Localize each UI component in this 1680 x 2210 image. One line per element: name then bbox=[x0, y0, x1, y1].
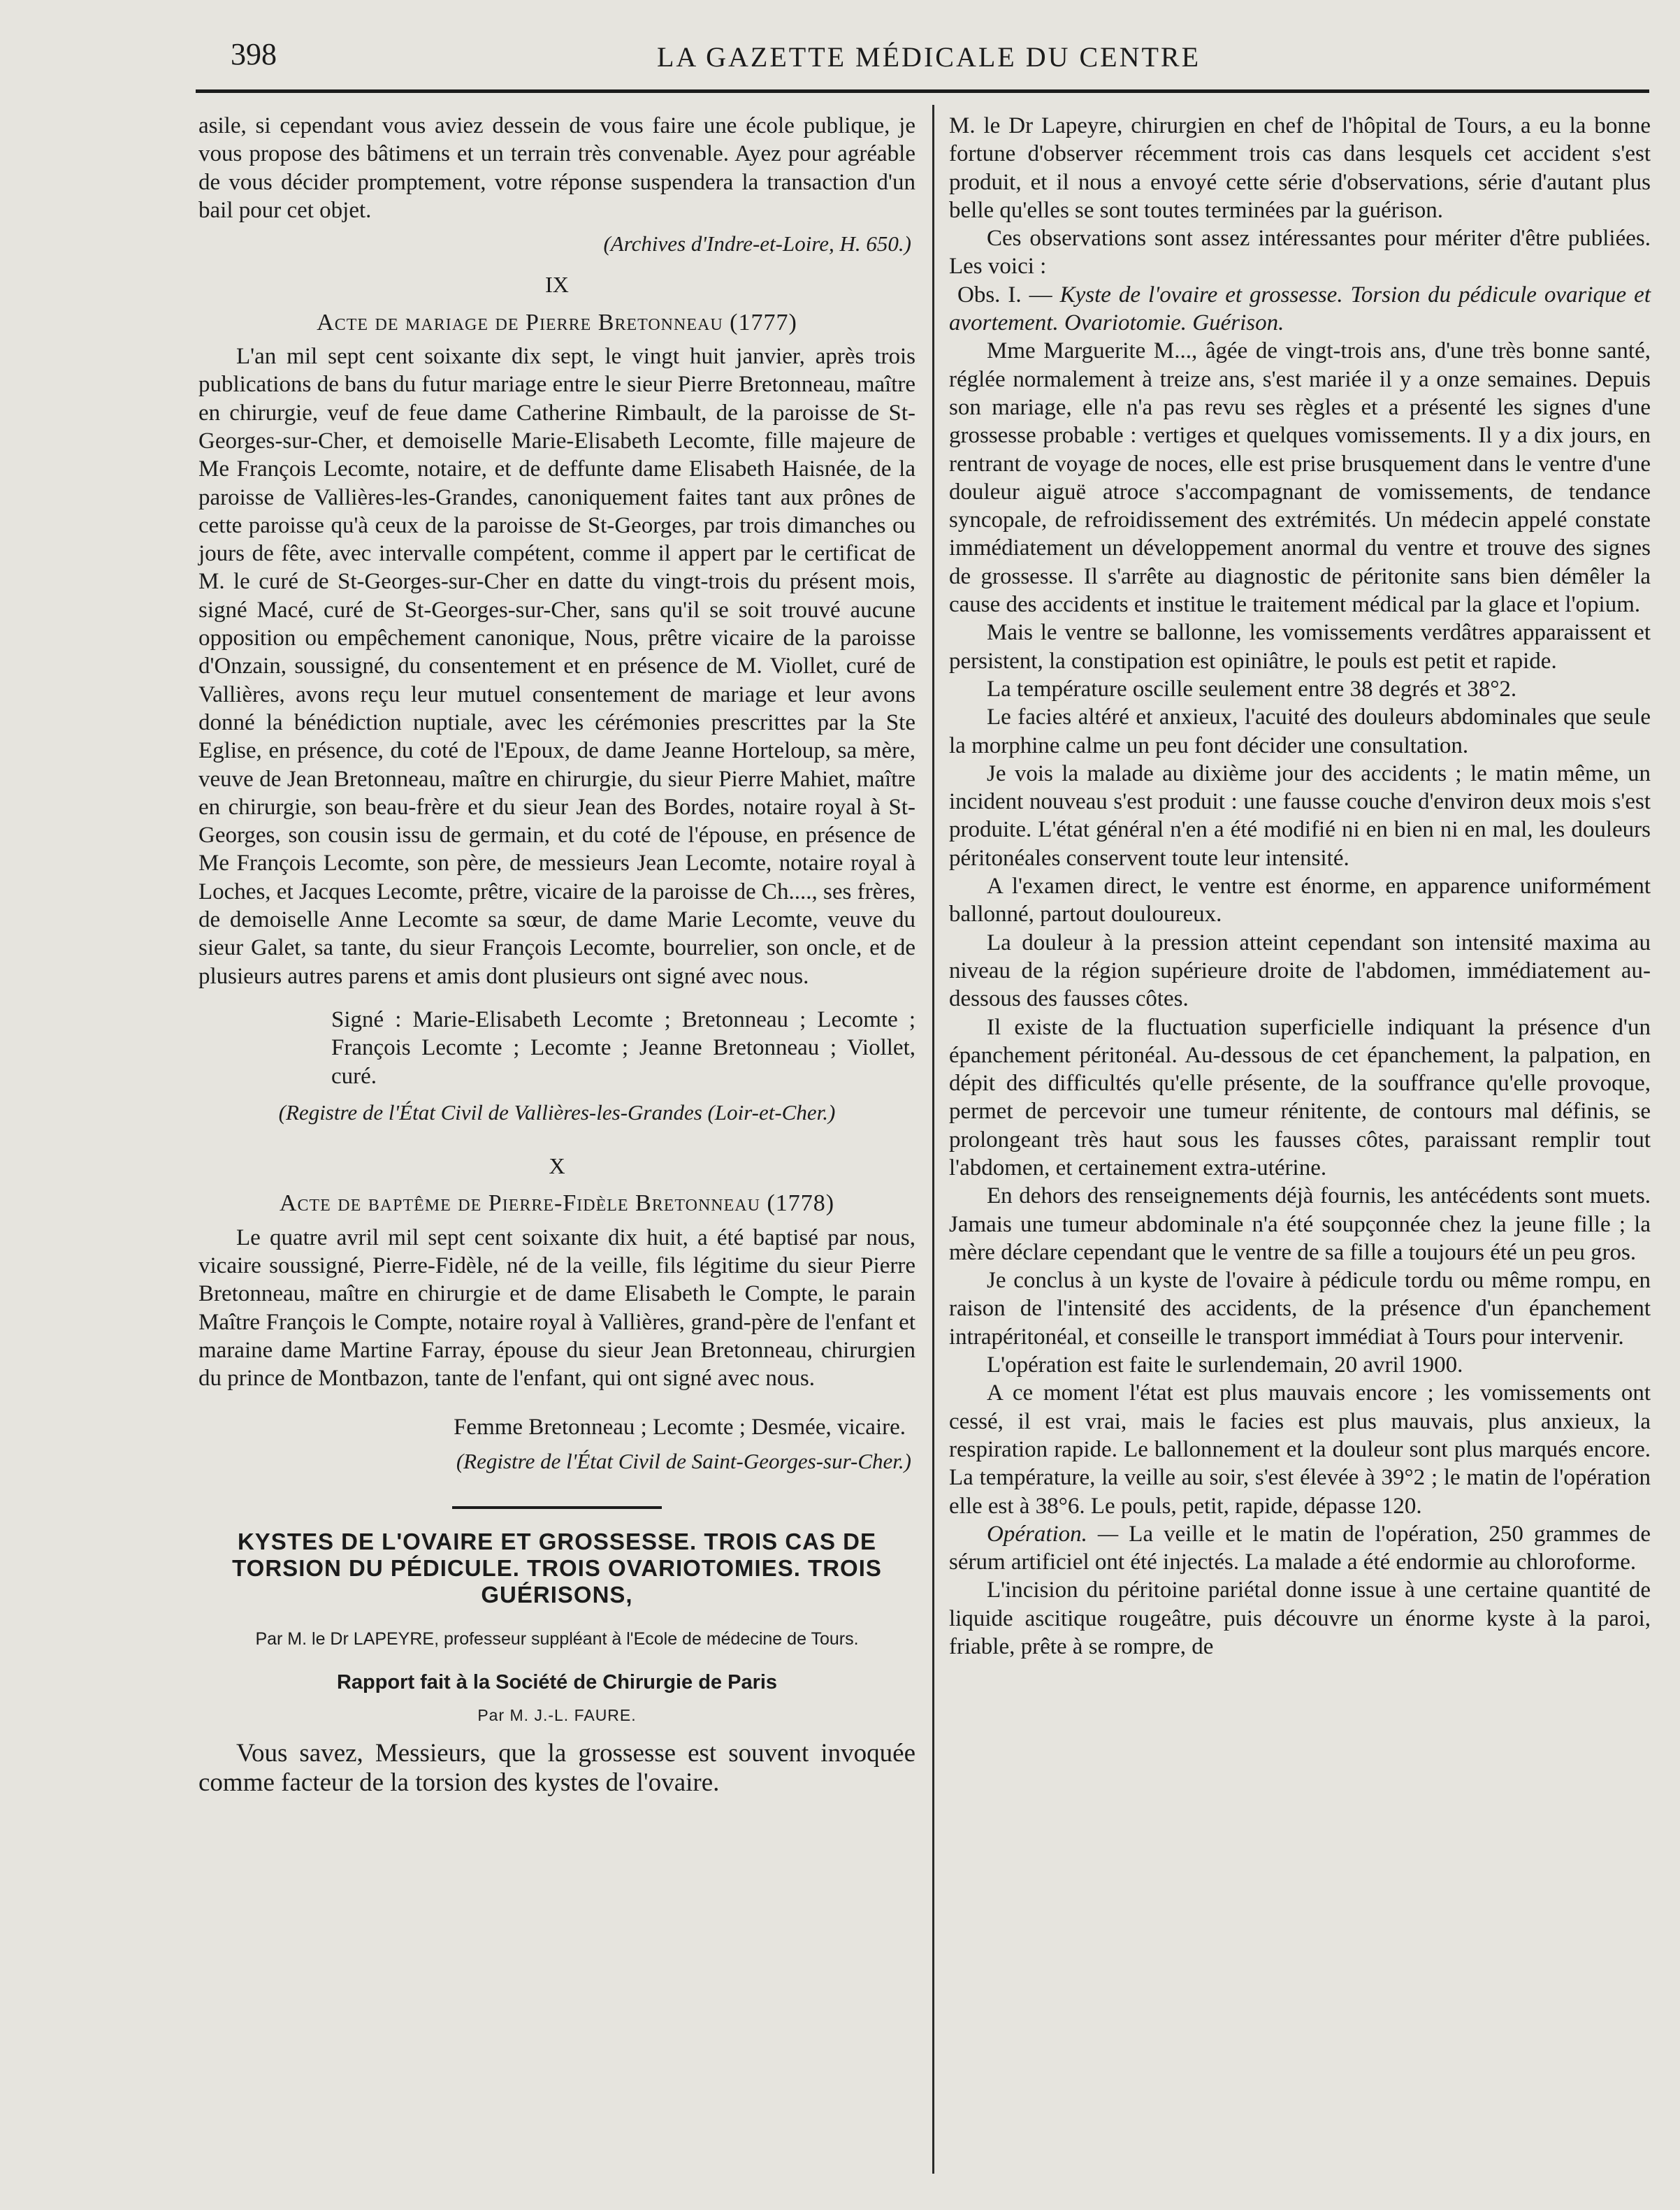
heading-acte-bapteme: Acte de baptême de Pierre-Fidèle Bretonneau (1778) bbox=[279, 1190, 835, 1217]
paragraph-mariage: L'an mil sept cent soixante dix sept, le vingt huit janvier, après trois publications de bans du futur mariage entre le sieur Pierre Bretonneau, maître en chirurgie, veuf de feue dame Catherine Rimbault, de la paroisse de St-Georges-sur-Cher, et demoiselle Marie-Elisabeth Lecomte, fille majeure de Me François Lecomte, notaire, et de deffunte dame Elisabeth Haisnée, de la paroisse de Vallières-les-Grandes, canoniquement faites tant aux prônes de cette paroisse qu'à ceux de la paroisse de St-Georges, par trois dimanches ou jours de fête, avec intervalle compétent, comme il appert par le certificat de M. le curé de St-Georges-sur-Cher en datte du vingt-trois du présent mois, signé Macé, curé de St-Georges-sur-Cher, sans qu'il se soit trouvé aucune opposition ou empêchement canonique, Nous, prêtre vicaire de la paroisse d'Onzain, soussigné, du consentement et en présence de M. Viollet, curé de Vallières, avons reçu leur mutuel consentement de mariage et leur avons donné la bénédiction nuptiale, avec les cérémonies prescrittes par la Ste Eglise, en présence, du coté de l'Epoux, de dame Jeanne Horteloup, sa mère, veuve de Jean Bretonneau, maître en chirurgie, du sieur Pierre Mahiet, maître en chirurgie, son beau-frère et du sieur Jean des Bordes, notaire royal à St-Georges, son cousin issu de germain, et du coté de l'épouse, en présence de Me François Lecomte, son père, de messieurs Jean Lecomte, notaire royal à Loches, et Jacques Lecomte, prêtre, vicaire de la paroisse de Ch...., ses frères, de demoiselle Anne Lecomte sa sœur, de dame Marie Lecomte, veuve du sieur Galet, sa tante, du sieur François Lecomte, bourrelier, son oncle, et de plusieurs autres parens et amis dont plusieurs ont signé avec nous. bbox=[198, 344, 915, 989]
author-lapeyre: Par M. le Dr LAPEYRE, professeur suppléant à l'Ecole de médecine de Tours. bbox=[255, 1629, 859, 1649]
operation-label: Opération. — bbox=[987, 1521, 1119, 1547]
paragraph-examen: A l'examen direct, le ventre est énorme, en apparence uniformément ballonné, partout douloureux. bbox=[949, 874, 1651, 927]
author-faure: Par M. J.-L. FAURE. bbox=[477, 1705, 637, 1724]
page-number: 398 bbox=[231, 37, 277, 71]
paragraph-bapteme: Le quatre avril mil sept cent soixante dix huit, a été baptisé par nous, vicaire soussigné, Pierre-Fidèle, né de la veille, fils légitime du sieur Pierre Bretonneau, maître en chirurgie et de dame Elisabeth le Compte, le parain Maître François le Compte, notaire royal à Vallières, grand-père de l'enfant et maraine dame Martine Farray, épouse du sieur Jean Bretonneau, chirurgien du prince de Montbazon, tante de l'enfant, qui ont signé avec nous. bbox=[198, 1225, 915, 1392]
paragraph-marguerite: Mme Marguerite M..., âgée de vingt-trois ans, d'une très bonne santé, réglée normalement à treize ans, s'est mariée il y a onze semaines. Depuis son mariage, elle n'a pas revu ses règles et a présenté les signes d'une grossesse probable : vertiges et quelques vomissements. Il y a dix jours, en rentrant de voyage de noces, elle est prise brusquement dans le ventre d'une douleur aiguë atroce s'accompagnant de vomissements, de tendance syncopale, de refroidissement des extrémités. Un médecin appelé constate immédiatement un développement anormal du ventre et trouve des signes de grossesse. Il s'arrête au diagnostic de péritonite sans bien démêler la cause des accidents et institue le traitement médical par la glace et l'opium. bbox=[949, 338, 1651, 618]
paragraph-dixieme-jour: Je vois la malade au dixième jour des accidents ; le matin même, un incident nouveau s'est produit : une fausse couche d'environ deux mois s'est produite. L'état général n'en a été modifié ni en bien ni en mal, les douleurs péritonéales conservent toute leur intensité. bbox=[949, 760, 1651, 871]
source-registre-vallieres: (Registre de l'État Civil de Vallières-les-Grandes (Loir-et-Cher.) bbox=[278, 1099, 836, 1125]
observation-label: Obs. I. — bbox=[957, 282, 1052, 308]
section-number-ix: IX bbox=[545, 272, 569, 298]
source-archives: (Archives d'Indre-et-Loire, H. 650.) bbox=[603, 231, 911, 257]
paragraph-incision: L'incision du péritoine pariétal donne issue à une certaine quantité de liquide ascitique rougeâtre, puis découvre un énorme kyste à la paroi, friable, prête à se rompre, de bbox=[949, 1577, 1651, 1660]
page-header bbox=[231, 36, 1656, 78]
paragraph-conclusion: Je conclus à un kyste de l'ovaire à pédicule tordu ou même rompu, en raison de l'intensité des accidents, de la présence d'un épanchement intrapéritonéal, et conseille le transport immédiat à Tours pour intervenir. bbox=[949, 1268, 1651, 1350]
paragraph-douleur: La douleur à la pression atteint cependant son intensité maxima au niveau de la région supérieure droite de l'abdomen, immédiatement au-dessous des fausses côtes. bbox=[949, 930, 1651, 1012]
paragraph-temperature: La température oscille seulement entre 38 degrés et 38°2. bbox=[987, 676, 1517, 702]
operation-text: La veille et le matin de l'opération, 250 grammes de sérum artificiel ont été injectés. La malade a été endormie au chloroforme. bbox=[949, 1521, 1651, 1575]
paragraph-lapeyre-intro: M. le Dr Lapeyre, chirurgien en chef de l'hôpital de Tours, a eu la bonne fortune d'observer récemment trois cas dans lesquels cet accident s'est produit, et il nous a envoyé cette série d'observations, série d'autant plus belle qu'elles se sont toutes terminées par la guérison. bbox=[949, 113, 1651, 223]
rapport-heading: Rapport fait à la Société de Chirurgie de Paris bbox=[336, 1671, 778, 1694]
paragraph-operation bbox=[949, 1520, 1651, 1577]
article-title: KYSTES DE L'OVAIRE ET GROSSESSE. TROIS CAS DE TORSION DU PÉDICULE. TROIS OVARIOTOMIES. TROIS GUÉRISONS, bbox=[232, 1529, 882, 1608]
running-title: LA GAZETTE MÉDICALE DU CENTRE bbox=[657, 41, 1201, 73]
observation-heading bbox=[949, 281, 1651, 338]
paragraph-observations: Ces observations sont assez intéressantes pour mériter d'être publiées. Les voici : bbox=[949, 226, 1651, 280]
heading-acte-mariage: Acte de mariage de Pierre Bretonneau (1777) bbox=[317, 309, 797, 335]
right-column bbox=[949, 112, 1651, 1661]
paragraph-vous-savez: Vous savez, Messieurs, que la grossesse est souvent invoquée comme facteur de la torsion des kystes de l'ovaire. bbox=[198, 1738, 915, 1797]
header-rule bbox=[196, 89, 1649, 93]
section-number-x: X bbox=[549, 1153, 565, 1179]
signatures: Signé : Marie-Elisabeth Lecomte ; Bretonneau ; Lecomte ; François Lecomte ; Lecomte ; Jeanne Bretonneau ; Viollet, curé. bbox=[331, 1006, 915, 1089]
signatures-bapteme: Femme Bretonneau ; Lecomte ; Desmée, vicaire. bbox=[454, 1415, 906, 1440]
source-registre-saint-georges: (Registre de l'État Civil de Saint-Georges-sur-Cher.) bbox=[456, 1448, 911, 1473]
observation-title: Kyste de l'ovaire et grossesse. Torsion du pédicule ovarique et avortement. Ovariotomie. Guérison. bbox=[949, 282, 1651, 336]
paragraph-facies: Le facies altéré et anxieux, l'acuité des douleurs abdominales que seule la morphine calme un peu font décider une consultation. bbox=[949, 705, 1651, 758]
paragraph-operation-date: L'opération est faite le surlendemain, 20 avril 1900. bbox=[987, 1352, 1463, 1378]
paragraph-renseignements: En dehors des renseignements déjà fournis, les antécédents sont muets. Jamais une tumeur abdominale n'a été soupçonnée chez la jeune fille ; la mère déclare cependant que le ventre de sa fille a toujours été un peu gros. bbox=[949, 1183, 1651, 1265]
column-divider bbox=[932, 105, 934, 2174]
paragraph-asile: asile, si cependant vous aviez dessein de vous faire une école publique, je vous propose des bâtimens et un terrain très convenable. Ayez pour agréable de vous décider promptement, votre réponse suspendera la transaction d'un bail pour cet objet. bbox=[198, 113, 915, 223]
paragraph-fluctuation: Il existe de la fluctuation superficielle indiquant la présence d'un épanchement péritonéal. Au-dessous de cet épanchement, la palpation, en dépit des difficultés qu'elle présente, de la souffrance qu'elle provoque, permet de percevoir une tumeur rénitente, de contours mal définis, se prolongeant très haut sous les fausses côtes, paraissant remplir tout l'abdomen, et certainement extra-utérine. bbox=[949, 1014, 1651, 1180]
paragraph-ventre: Mais le ventre se ballonne, les vomissements verdâtres apparaissent et persistent, la constipation est opiniâtre, le pouls est petit et rapide. bbox=[949, 620, 1651, 674]
article-separator bbox=[452, 1506, 662, 1509]
paragraph-etat: A ce moment l'état est plus mauvais encore ; les vomissements ont cessé, il est vrai, mais le facies est plus mauvais, plus anxieux, la respiration rapide. Le ballonnement et la douleur sont plus marqués encore. La température, la veille au soir, s'est élevée à 39°2 ; le matin de l'opération elle est à 38°6. Le pouls, petit, rapide, dépasse 120. bbox=[949, 1380, 1651, 1519]
left-column bbox=[198, 112, 915, 1798]
